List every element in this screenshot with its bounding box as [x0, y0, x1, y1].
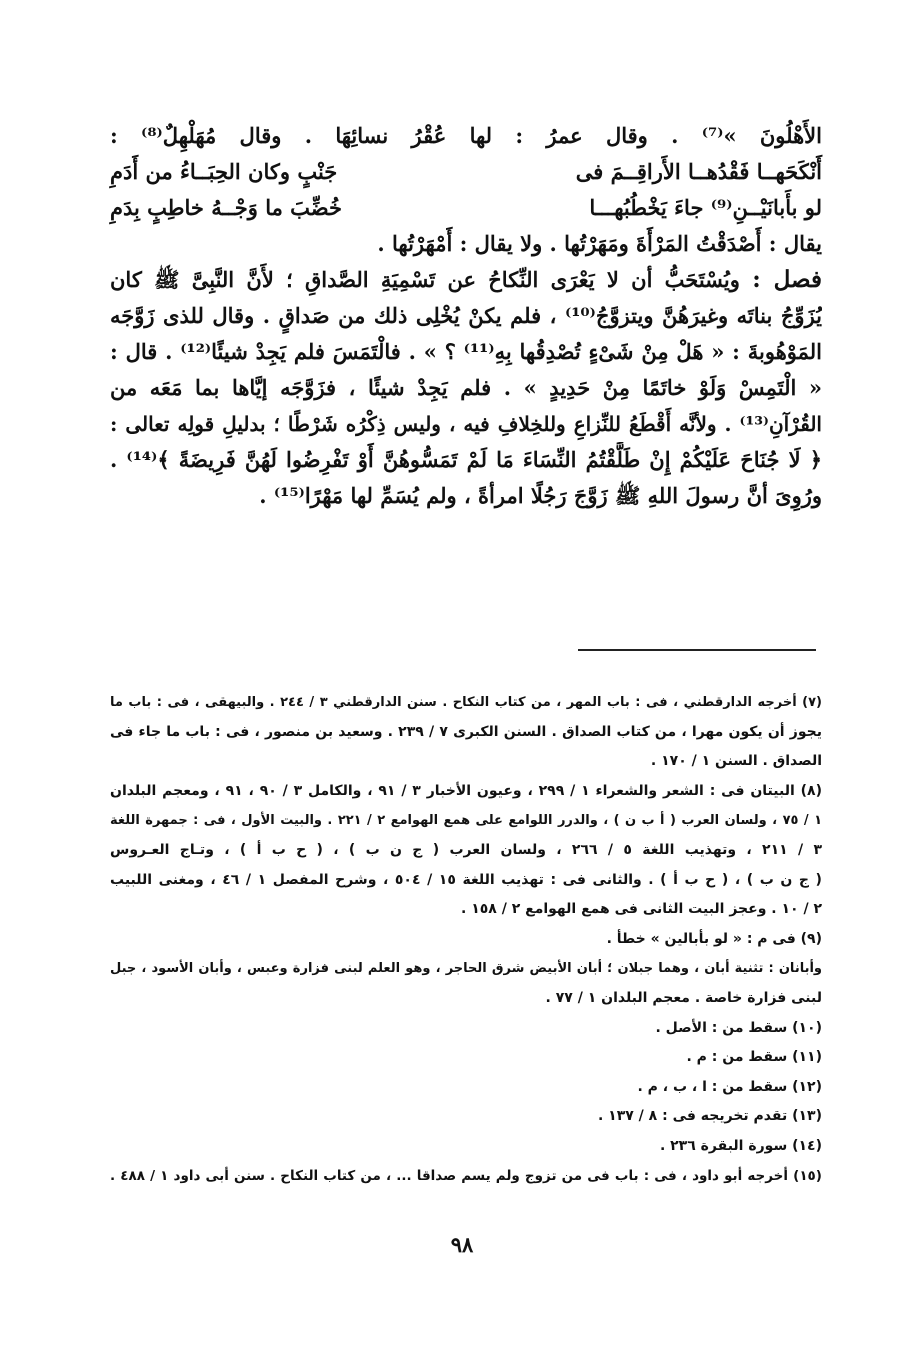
footnote-line: وأبانان : تثنية أبان ، وهما جبلان ؛ أبان الأبيض شرق الحاجر ، وهو العلم لبنى فزارة وعبس ، وأبان الأسود ، جبل	[110, 961, 822, 977]
footnote-line: (٩) فى م : « لو بأبالين » خطأ .	[606, 930, 822, 947]
text-line: ورُوِىَ أنَّ رسولَ اللهِ ﷺ زَوَّجَ رَجُلًا امرأةً ، ولم يُسَمِّ لها مَهْرًا⁽¹⁵⁾ .	[259, 483, 822, 508]
footnotes	[110, 688, 822, 1191]
section-text: ويُسْتَحَبُّ أن لا يَعْرَى النِّكاحُ عن تَسْمِيَةِ الصَّداقِ ؛ لأَنَّ النَّبِىَّ ﷺ كان	[110, 267, 740, 292]
footnote-line: (٨) البيتان فى : الشعر والشعراء ١ / ٢٩٩ ، وعيون الأخبار ٣ / ٩١ ، والكامل ٣ / ٩٠ ، ٩١ ، ومعجم البلدان	[110, 782, 822, 799]
text-line: يقال : أَصْدَقْتُ المَرْأَةَ ومَهَرْتُها . ولا يقال : أَمْهَرْتُها .	[377, 231, 822, 256]
text-line: القُرْآنِ⁽¹³⁾ . ولأنَّه أَقْطَعُ للنِّزاعِ وللخِلافِ فيه ، وليس ذِكْرُه شَرْطًا ؛ بدليلِ قولِه تعالى :	[110, 412, 822, 436]
main-text	[110, 118, 822, 514]
footnote-line: لبنى فزارة خاصة . معجم البلدان ١ / ٧٧ .	[545, 989, 822, 1006]
section-label: فصل :	[752, 266, 822, 293]
footnote-line: ١ / ٧٥ ، ولسان العرب ( أ ب ن ) ، والدرر اللوامع على همع الهوامع ٢ / ٢٢١ . والبيت الأول ، فى : جمهرة اللغة	[110, 813, 822, 829]
footnote-line: (٧) أخرجه الدارقطني ، فى : باب المهر ، من كتاب النكاح . سنن الدارقطني ٣ / ٢٤٤ . والبيهقى ، فى : باب ما	[110, 695, 822, 710]
footnote-line: الصداق . السنن ١ / ١٧٠ .	[650, 753, 822, 770]
text-line: يُزَوِّجُ بناتَه وغيرَهُنَّ ويتزوَّجُ⁽¹⁰⁾ ، فلم يكنْ يُخْلِى ذلك من صَداقٍ . وقال للذى زَوَّجَه	[110, 303, 822, 328]
verse-hemistich: خُضِّبَ ما وَجْــهُ خاطِبٍ بِدَمِ	[110, 195, 342, 220]
quran-verse-line: ﴿ لَا جُنَاحَ عَلَيْكُمْ إِنْ طَلَّقْتُمُ النِّسَاءَ مَا لَمْ تَمَسُّوهُنَّ أَوْ تَفْرِضُوا لَهُنَّ فَرِيضَةً ﴾⁽¹⁴⁾ .	[110, 447, 822, 472]
footnote-line: ٣ / ٢١١ ، وتهذيب اللغة ٥ / ٢٦٦ ، ولسان العرب ( ج ن ب ) ، ( ح ب أ ) ، وتـاج العـروس	[110, 841, 822, 858]
verse-hemistich: لو بأَبانَيْــنِ⁽⁹⁾ جاءَ يَخْطُبُهـــا	[589, 195, 822, 220]
footnote-line: ( ج ن ب ) ، ( ح ب أ ) . والثانى فى : تهذيب اللغة ١٥ / ٥٠٤ ، وشرح المفصل ١ / ٤٦ ، ومغنى اللبيب	[110, 871, 822, 888]
footnote-line: (١٥) أخرجه أبو داود ، فى : باب فى من تزوج ولم يسم صداقا ... ، من كتاب النكاح . سنن أبى داود ١ / ٤٨٨ .	[110, 1167, 822, 1184]
verse-hemistich: أَنْكَحَهــا فَقْدُهــا الأَراقِــمَ فى	[575, 159, 822, 184]
footnote-line: (١٠) سقط من : الأصل .	[655, 1019, 822, 1036]
text-line: المَوْهُوبةَ : « هَلْ مِنْ شَىْءٍ تُصْدِقُها بِهِ⁽¹¹⁾ ؟ » . فالْتَمَسَ فلم يَجِدْ شيئًا⁽¹²⁾ . قال :	[110, 339, 822, 364]
verse-hemistich: جَنْبٍ وكان الحِبَــاءُ من أَدَمِ	[110, 159, 338, 184]
text-line: « الْتَمِسْ وَلَوْ خاتَمًا مِنْ حَدِيدٍ » . فلم يَجِدْ شيئًا ، فزَوَّجَه إيَّاها بما مَعَه من	[110, 375, 822, 400]
verse-line	[110, 154, 822, 190]
text-line: الأَهْلُونَ »⁽⁷⁾ . وقال عمرُ : لها عُقْرُ نسائِهَا . وقال مُهَلْهِلٌ⁽⁸⁾ :	[110, 123, 822, 148]
footnote-divider	[578, 649, 816, 651]
page-number: ٩٨	[450, 1232, 474, 1257]
text-line	[110, 262, 822, 298]
footnote-line: (١٤) سورة البقرة ٢٣٦ .	[659, 1137, 822, 1154]
footnote-line: ٢ / ١٠ . وعجز البيت الثانى فى همع الهوامع ٢ / ١٥٨ .	[460, 901, 822, 918]
footnote-line: (١٣) تقدم تخريجه فى : ٨ / ١٣٧ .	[597, 1108, 822, 1125]
footnote-line: (١١) سقط من : م .	[686, 1049, 822, 1066]
footnote-line: (١٢) سقط من : ا ، ب ، م .	[637, 1078, 822, 1095]
verse-line	[110, 190, 822, 226]
footnote-line: يجوز أن يكون مهرا ، من كتاب الصداق . السنن الكبرى ٧ / ٢٣٩ . وسعيد بن منصور ، فى : باب ما جاء فى	[110, 723, 822, 740]
